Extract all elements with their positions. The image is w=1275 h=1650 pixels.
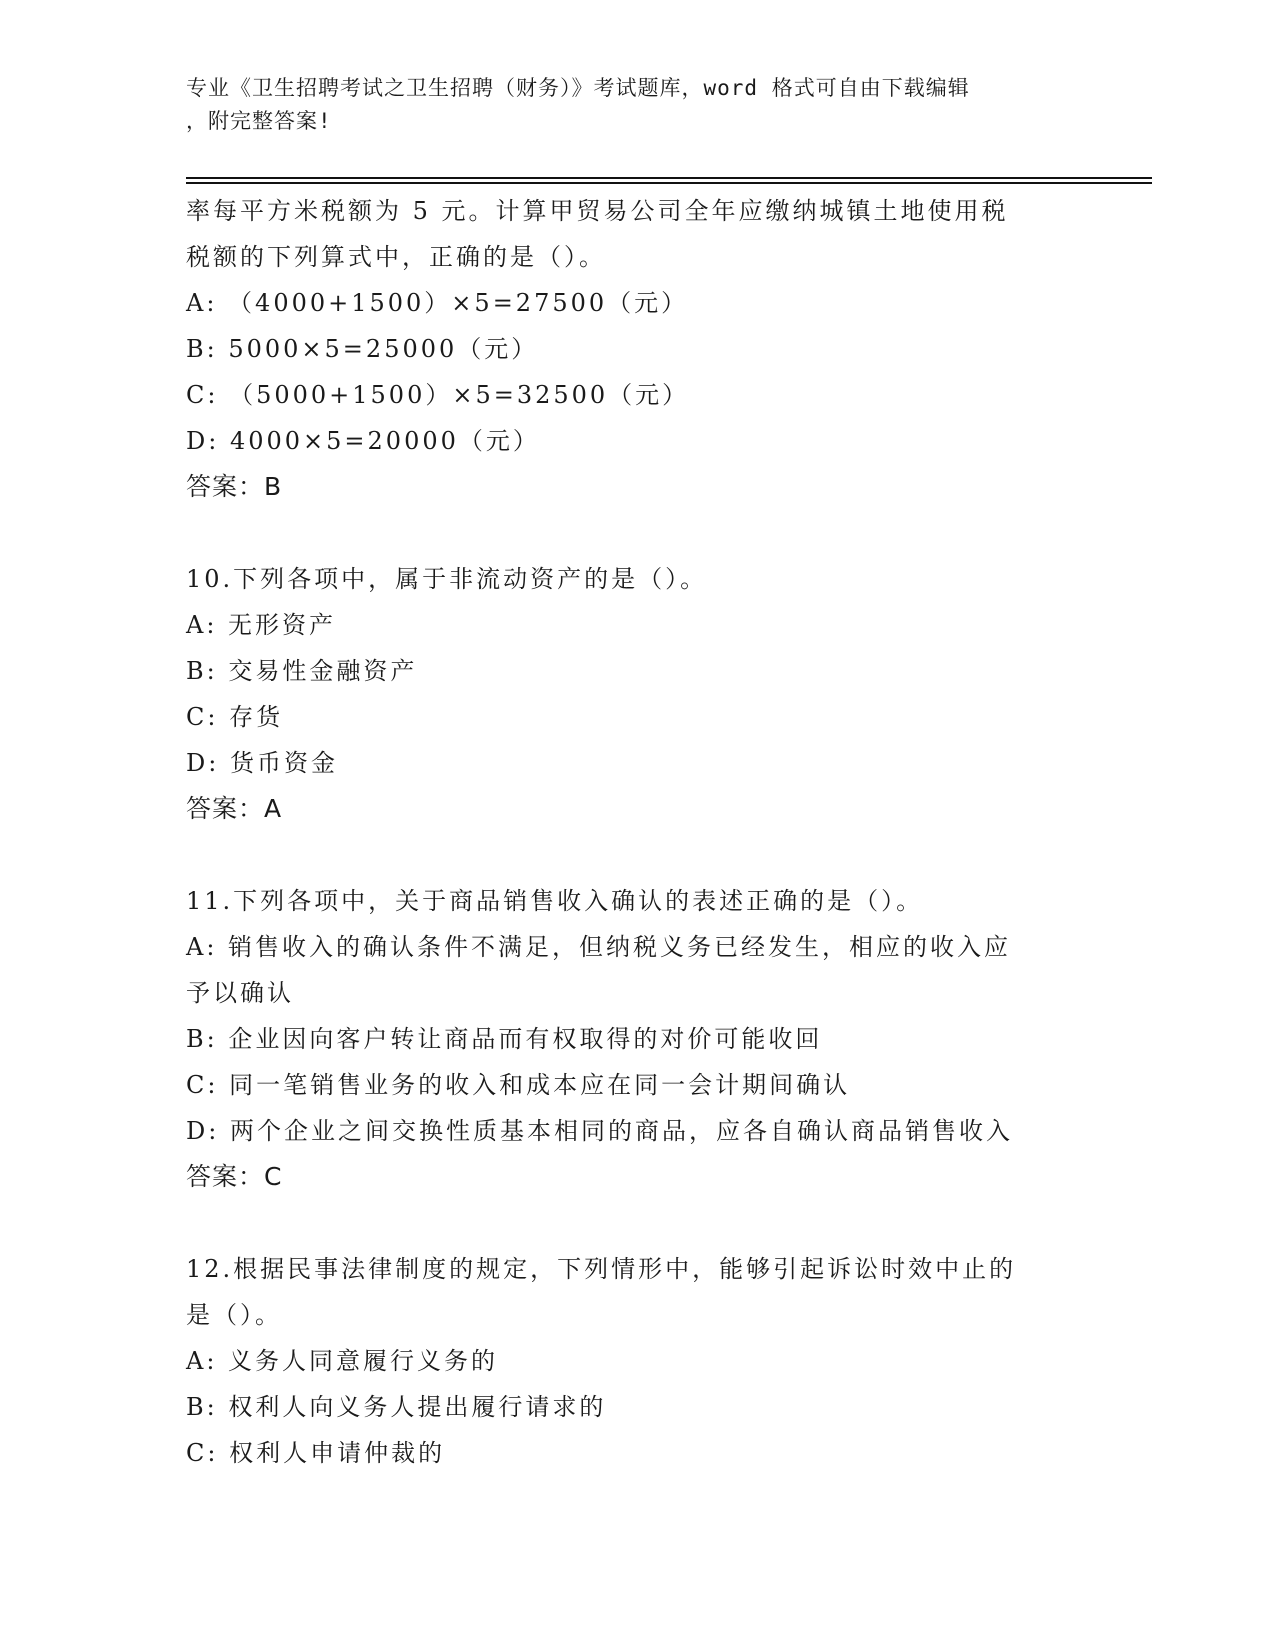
header-line-2: ，附完整答案! [186,109,332,133]
option-c: C: 权利人申请仲裁的 [186,1439,446,1467]
document-header [186,72,1066,138]
answer: 答案：A [186,794,283,823]
option-c: C: （5000+1500）×5=32500（元） [186,381,690,409]
option-a-continued: 予以确认 [186,979,294,1007]
question-title: 10.下列各项中，属于非流动资产的是（）。 [186,565,708,593]
option-b: B: 企业因向客户转让商品而有权取得的对价可能收回 [186,1025,823,1053]
option-a: A: 销售收入的确认条件不满足，但纳税义务已经发生，相应的收入应 [186,933,1012,961]
option-d: D: 4000×5=20000（元） [186,427,540,455]
option-b: B: 交易性金融资产 [186,657,418,685]
option-a: A: （4000+1500）×5=27500（元） [186,289,689,317]
question-10 [186,556,1086,832]
header-line-1: 专业《卫生招聘考试之卫生招聘（财务）》考试题库，word 格式可自由下载编辑 [186,76,970,100]
question-12 [186,1246,1086,1476]
option-d: D: 两个企业之间交换性质基本相同的商品，应各自确认商品销售收入 [186,1117,1013,1145]
option-d: D: 货币资金 [186,749,338,777]
option-c: C: 存货 [186,703,284,731]
option-b: B: 5000×5=25000（元） [186,335,539,363]
option-a: A: 义务人同意履行义务的 [186,1347,499,1375]
question-title: 12.根据民事法律制度的规定，下列情形中，能够引起诉讼时效中止的 [186,1255,1017,1283]
header-divider-top [186,177,1152,179]
document-body [186,188,1086,1476]
option-b: B: 权利人向义务人提出履行请求的 [186,1393,607,1421]
option-c: C: 同一笔销售业务的收入和成本应在同一会计期间确认 [186,1071,851,1099]
question-continued [186,188,1086,510]
question-11 [186,878,1086,1200]
answer: 答案：C [186,1162,283,1191]
header-divider-bottom [186,182,1152,184]
answer: 答案：B [186,472,283,501]
question-stem: 率每平方米税额为 5 元。计算甲贸易公司全年应缴纳城镇土地使用税 [186,197,1009,225]
option-a: A: 无形资产 [186,611,337,639]
question-stem: 税额的下列算式中，正确的是（）。 [186,243,606,271]
question-title-continued: 是（）。 [186,1301,282,1329]
question-title: 11.下列各项中，关于商品销售收入确认的表述正确的是（）。 [186,887,924,915]
